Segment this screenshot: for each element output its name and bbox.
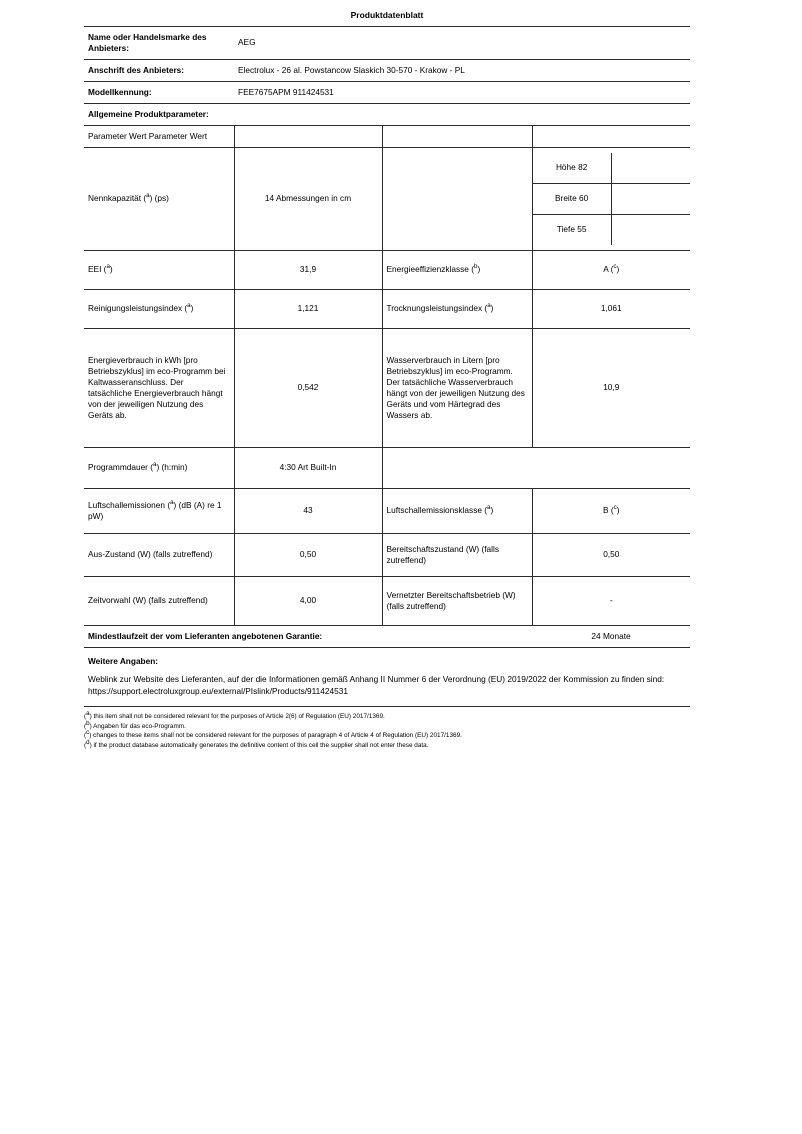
further-info-heading-cell: [84, 647, 690, 670]
dimensions-subtable-wrapper: [532, 147, 690, 250]
warranty-label: Mindestlaufzeit der vom Lieferanten angebotenen Garantie:: [84, 625, 532, 647]
energy-class-label-tail: ): [477, 264, 481, 275]
noise-class-label-sup: a: [487, 504, 491, 512]
dimension-width-label: Breite 60: [533, 183, 612, 214]
standby-value: 0,50: [532, 533, 690, 576]
cleaning-index-label: [84, 289, 234, 328]
table-row-model: [84, 81, 690, 103]
noise-class-label: [382, 488, 532, 533]
table-row-general-params: [84, 103, 690, 125]
table-row-further-heading: [84, 647, 690, 670]
parameter-band-cell-2: [234, 125, 382, 147]
program-duration-spacer-1: [382, 447, 532, 488]
footnote-b: ($^b$) Angaben für das eco-Programm.: [84, 719, 186, 730]
noise-label-text: Luftschallemissionen (: [88, 499, 171, 510]
table-row-noise: [84, 488, 690, 533]
dimension-row-depth: [533, 214, 691, 245]
energy-class-value-tail: ): [616, 264, 620, 275]
noise-label-tail: ) (dB (A) re 1 pW): [88, 499, 222, 521]
footnote-a: ($^a$) this item shall not be considered relevant for the purposes of Article 2(6) of Regulation (EU) 2017/1369.: [84, 710, 385, 721]
supplier-address-value: Electrolux - 26 al. Powstancow Slaskich 30-570 - Krakow - PL: [234, 59, 690, 81]
program-duration-label-tail: ) (h:min): [156, 462, 188, 473]
dimension-height-value: [611, 153, 690, 184]
warranty-value: 24 Monate: [532, 625, 690, 647]
parameter-band-label: Parameter Wert Parameter Wert: [88, 130, 208, 141]
capacity-value: 14 Abmessungen in cm: [234, 147, 382, 250]
footnote-c-sup: c: [86, 729, 90, 737]
standby-label: Bereitschaftszustand (W) (falls zutreffend): [382, 533, 532, 576]
supplier-name-value: AEG: [234, 27, 690, 60]
water-consumption-label: Wasserverbrauch in Litern [pro Betriebszyklus] im eco-Programm. Der tatsächliche Wasserverbrauch hängt von der jeweiligen Nutzung des Geräts und vom Härtegrad des Wassers ab.: [382, 328, 532, 447]
page-title: Produktdatenblatt: [350, 10, 424, 20]
off-mode-value: 0,50: [234, 533, 382, 576]
noise-class-value: [532, 488, 690, 533]
delay-start-label: Zeitvorwahl (W) (falls zutreffend): [84, 576, 234, 625]
noise-class-value-text: B (: [603, 505, 614, 516]
energy-class-value: [532, 250, 690, 289]
table-row-parameter-band: [84, 125, 690, 147]
footnote-b-text: Angaben für das eco-Programm.: [93, 722, 186, 730]
eei-label-text: EEI (: [88, 264, 107, 275]
footnote-c: ($^c$) changes to these items shall not be considered relevant for the purposes of paragraph 4 of Article 4 of Regulation (EU) 2017/1369.: [84, 729, 462, 740]
noise-label: [84, 488, 234, 533]
energy-class-label-text: Energieeffizienzklasse (: [386, 264, 474, 275]
footnote-a-sup: a: [86, 710, 90, 718]
noise-class-value-tail: ): [616, 505, 620, 516]
capacity-label-tail: ) (ps): [149, 193, 169, 204]
table-row-capacity: [84, 147, 690, 250]
table-row-program-duration: [84, 447, 690, 488]
water-consumption-value: 10,9: [532, 328, 690, 447]
drying-index-label-tail: ): [490, 303, 494, 314]
product-information-sheet: [84, 10, 690, 751]
eei-label: [84, 250, 234, 289]
general-params-label: Allgemeine Produktparameter:: [84, 103, 690, 125]
model-value: FEE7675APM 911424531: [234, 81, 690, 103]
table-row-supplier-address: [84, 59, 690, 81]
program-duration-label-text: Programmdauer (: [88, 462, 154, 473]
program-duration-value: 4:30 Art Built-In: [234, 447, 382, 488]
energy-class-label: [382, 250, 532, 289]
table-row-off-mode: [84, 533, 690, 576]
dimension-depth-label: Tiefe 55: [533, 214, 612, 245]
footnote-d: ($^d$) if the product database automatically generates the definitive content of this cell the supplier shall not enter these data.: [84, 738, 429, 750]
parameter-band-cell-4: [532, 125, 608, 147]
table-row-further-body: [84, 671, 690, 707]
delay-start-value: 4,00: [234, 576, 382, 625]
supplier-name-label: Name oder Handelsmarke des Anbieters:: [84, 27, 234, 60]
footnote-d-text: if the product database automatically generates the definitive content of this cell the supplier shall not enter these data.: [93, 742, 429, 750]
table-row-consumption: [84, 328, 690, 447]
eei-value: 31,9: [234, 250, 382, 289]
further-info-body: Weblink zur Website des Lieferanten, auf der die Informationen gemäß Anhang II Nummer 6 der Verordnung (EU) 2019/2022 der Kommission zu finden sind: https://support.electroluxgroup.eu/external/PIslink/Products/911424531: [88, 673, 665, 697]
cleaning-index-label-sup: a: [187, 302, 191, 310]
energy-class-label-sup: b: [473, 263, 478, 271]
capacity-label: [84, 147, 234, 250]
networked-standby-label: Vernetzter Bereitschaftsbetrieb (W) (falls zutreffend): [382, 576, 532, 625]
dimension-depth-value: [611, 214, 690, 245]
eei-label-tail: ): [109, 264, 113, 275]
cleaning-index-label-text: Reinigungsleistungsindex (: [88, 303, 188, 314]
capacity-label-sup: a: [146, 192, 150, 200]
further-info-heading: Weitere Angaben:: [88, 655, 159, 666]
capacity-spacer: [382, 147, 532, 250]
table-row-supplier-name: [84, 27, 690, 60]
energy-class-value-sup: c: [613, 263, 617, 271]
energy-consumption-label: Energieverbrauch in kWh [pro Betriebszyklus] im eco-Programm bei Kaltwasseranschluss. Der tatsächliche Energieverbrauch hängt von der jeweiligen Nutzung des Geräts ab.: [84, 328, 234, 447]
table-row-delay-start: [84, 576, 690, 625]
program-duration-spacer-2: [532, 447, 690, 488]
table-row-cleaning-index: [84, 289, 690, 328]
footnote-a-text: this item shall not be considered relevant for the purposes of Article 2(6) of Regulation (EU) 2017/1369.: [93, 713, 385, 721]
dimension-row-width: [533, 183, 691, 214]
cleaning-index-label-tail: ): [190, 303, 194, 314]
table-row-warranty: [84, 625, 690, 647]
parameter-band-cell-3: [382, 125, 532, 147]
noise-class-label-tail: ): [490, 505, 494, 516]
capacity-label-text: Nennkapazität (: [88, 193, 147, 204]
supplier-address-label: Anschrift des Anbieters:: [84, 59, 234, 81]
noise-class-value-sup: c: [613, 504, 617, 512]
noise-class-label-text: Luftschallemissionsklasse (: [386, 505, 488, 516]
table-row-eei: [84, 250, 690, 289]
noise-value: 43: [234, 488, 382, 533]
off-mode-label: Aus-Zustand (W) (falls zutreffend): [84, 533, 234, 576]
dimension-row-height: [533, 153, 691, 184]
dimensions-table: [533, 153, 691, 245]
noise-label-sup: a: [170, 498, 174, 506]
energy-class-value-text: A (: [603, 264, 614, 275]
drying-index-value: 1,061: [532, 289, 690, 328]
product-data-table: [84, 26, 690, 706]
drying-index-label: [382, 289, 532, 328]
further-info-body-cell: [84, 671, 690, 707]
program-duration-label: [84, 447, 234, 488]
footnote-b-sup: b: [86, 719, 90, 727]
parameter-band-cell-5: [608, 125, 690, 147]
networked-standby-value: -: [532, 576, 690, 625]
footnote-c-text: changes to these items shall not be considered relevant for the purposes of paragraph 4 of Article 4 of Regulation (EU) 2017/1369.: [93, 732, 462, 740]
drying-index-label-sup: a: [487, 302, 491, 310]
footnotes: [84, 706, 690, 750]
eei-label-sup: a: [106, 263, 110, 271]
energy-consumption-value: 0,542: [234, 328, 382, 447]
footnote-d-sup: d: [86, 738, 90, 746]
drying-index-label-text: Trocknungsleistungsindex (: [386, 303, 488, 314]
model-label: Modellkennung:: [84, 81, 234, 103]
dimension-width-value: [611, 183, 690, 214]
dimension-height-label: Höhe 82: [533, 153, 612, 184]
program-duration-label-sup: a: [153, 461, 157, 469]
cleaning-index-value: 1,121: [234, 289, 382, 328]
